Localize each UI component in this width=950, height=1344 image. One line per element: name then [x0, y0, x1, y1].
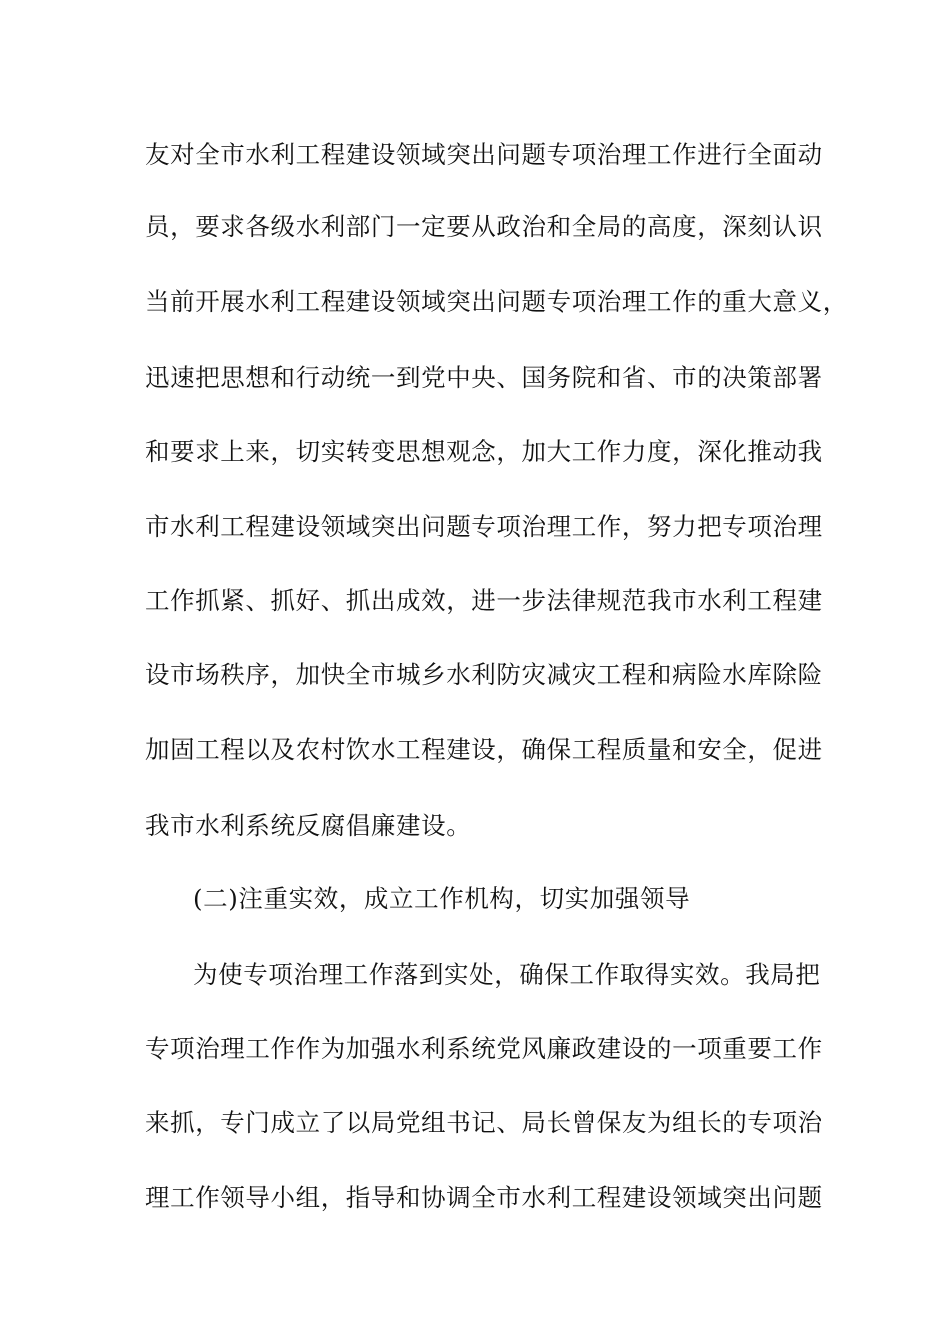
- body-text-line: 当前开展水利工程建设领域突出问题专项治理工作的重大意义，: [145, 287, 848, 316]
- body-text-line: 专项治理工作作为加强水利系统党风廉政建设的一项重要工作: [145, 1034, 823, 1063]
- body-text-line: 设市场秩序，加快全市城乡水利防灾减灾工程和病险水库除险: [145, 660, 823, 689]
- body-text-line: 迅速把思想和行动统一到党中央、国务院和省、市的决策部署: [145, 363, 823, 392]
- body-text-line: 理工作领导小组，指导和协调全市水利工程建设领域突出问题: [145, 1183, 823, 1212]
- body-text-line: 来抓，专门成立了以局党组书记、局长曾保友为组长的专项治: [145, 1108, 823, 1137]
- body-text-line: 工作抓紧、抓好、抓出成效，进一步法律规范我市水利工程建: [145, 586, 823, 615]
- body-text-line: 员，要求各级水利部门一定要从政治和全局的高度，深刻认识: [145, 212, 823, 241]
- body-text-line: 加固工程以及农村饮水工程建设，确保工程质量和安全，促进: [145, 735, 823, 764]
- body-text-line: 市水利工程建设领域突出问题专项治理工作，努力把专项治理: [145, 512, 823, 541]
- body-text-line: 和要求上来，切实转变思想观念，加大工作力度，深化推动我: [145, 437, 823, 466]
- body-text-line: 为使专项治理工作落到实处，确保工作取得实效。我局把: [193, 960, 821, 989]
- body-text-line: 友对全市水利工程建设领域突出问题专项治理工作进行全面动: [145, 140, 823, 169]
- body-text-line: 我市水利系统反腐倡廉建设。: [145, 811, 472, 840]
- section-heading: (二)注重实效，成立工作机构，切实加强领导: [193, 884, 691, 913]
